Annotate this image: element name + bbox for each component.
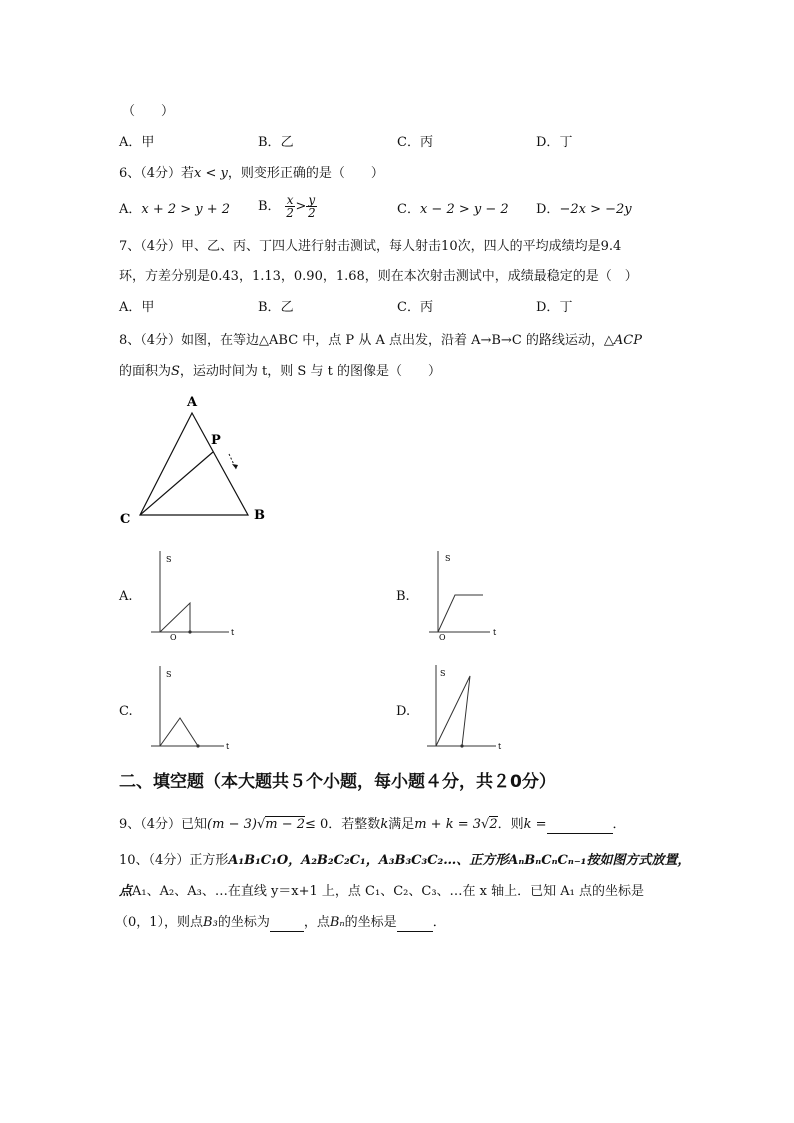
option-label: C． [397,300,420,315]
option-text: x − 2 > y − 2 [419,202,509,217]
q9-tail-k: k = [523,817,547,832]
graph-b-curve [438,595,483,632]
graph-d-t-label: t [498,742,502,751]
option-label: C． [397,202,420,217]
option-label: B． [258,199,281,214]
option-text: 丁 [559,300,573,315]
q10-line2 [119,883,644,901]
fraction-left: $\frac{x}{2}$ [286,193,294,220]
option-label: D． [536,202,560,217]
graph-b-t-label: t [493,628,497,637]
option-text: 乙 [280,135,294,150]
label-c: C [120,512,131,527]
graph-c-point [196,744,199,747]
q10-b3: B₃ [203,915,218,930]
graph-c[interactable] [151,666,230,751]
fraction-right: $\frac{y}{2}$ [307,193,316,220]
gt-sign: > [295,199,307,214]
option-text: 乙 [280,300,294,315]
graph-d-label[interactable]: D. [396,704,411,719]
q8-line1-text: 8、（4分）如图，在等边△ABC 中，点 P 从 A 点出发，沿着 A→B→C 的路线运动，△ [119,333,614,348]
graph-d-s-label: S [440,669,446,678]
q8-line2-a: 的面积为 [119,364,172,379]
q10-answer-blank-1[interactable] [270,917,304,932]
q9-equation: m + k = 3 [414,817,482,832]
graph-b-s-label: S [445,554,451,563]
graph-a-s-label: S [166,555,172,564]
graph-c-s-label: S [166,670,172,679]
graph-a-curve [160,603,190,632]
q7-line1: 7、（4分）甲、乙、丙、丁四人进行射击测试，每人射击10次，四人的平均成绩均是9.4 [119,239,622,254]
graph-d-curve [436,676,470,746]
q5-paren: （ ） [122,104,175,119]
option-text: −2x > −2y [559,202,632,217]
option-label: C． [397,135,420,150]
graph-b-origin-label: O [439,633,446,642]
label-a: A [187,395,198,410]
label-b: B [254,508,265,523]
option-label: D． [536,300,560,315]
q9-stem [119,816,626,834]
graph-b[interactable] [429,551,497,642]
option-label: D． [536,135,560,150]
section-title: 二、填空题（本大题共５个小题，每小题４分，共２0分） [119,772,556,792]
q10-line3-end: 的坐标是 [344,915,397,930]
q10-line1-b: A₁B₁C₁O，A₂B₂C₂C₁，A₃B₃C₃C₂…、正方形AₙBₙCₙCₙ₋₁按如图方式放置， [228,853,691,868]
option-text: 丙 [419,300,433,315]
q9-k: k [380,817,389,832]
q9-radicand: m − 2 [265,817,306,832]
q8-line2-b: ，运动时间为 t，则 S 与 t 的图像是（ ） [179,364,441,379]
label-p: P [211,433,221,448]
q10-line3-mid: 的坐标为 [217,915,270,930]
graph-a[interactable] [151,551,235,642]
graph-d-point [460,744,463,747]
q6-prefix: 6、（4分）若 [119,166,195,181]
graph-d[interactable] [427,665,502,751]
q10-line1 [119,852,690,870]
option-text: 丙 [419,135,433,150]
option-label: A． [119,135,142,150]
option-label: A． [119,202,142,217]
option-label: B． [258,135,281,150]
q9-end: ． [612,817,626,832]
q9-expr1: (m − 3) [207,817,257,832]
q7-line2: 环，方差分别是0.43，1.13，0.90，1.68，则在本次射击测试中，成绩最稳定的是（ ） [119,269,638,284]
q9-sqrt: √m − 2 [256,817,306,832]
q10-line3 [115,914,446,932]
q10-line3-dot: ． [432,915,446,930]
graph-a-t-label: t [231,628,235,637]
q9-answer-blank[interactable] [547,819,613,834]
option-label: B． [258,300,281,315]
graph-a-origin-label: O [170,633,177,642]
option-label: A． [119,300,142,315]
q10-bn: Bₙ [329,915,345,930]
q9-sqrt2: √2 [481,817,498,832]
q10-line2-b: A₁、A₂、A₃、…在直线 y＝x+1 上，点 C₁、C₂、C₃、…在 x 轴上．已知 A₁ 点的坐标是 [132,884,644,899]
q10-line2-a: 点 [119,884,133,899]
option-text: 甲 [141,300,155,315]
graph-b-label[interactable]: B. [396,589,410,604]
graph-c-curve [160,718,198,746]
q10-answer-blank-2[interactable] [397,917,433,932]
option-text: 丁 [559,135,573,150]
q9-sqrt2-radicand: 2 [489,817,498,832]
graph-a-label[interactable]: A. [119,589,133,604]
q8-s: S [171,364,180,379]
option-text: 甲 [141,135,155,150]
graph-c-label[interactable]: C. [119,704,133,719]
q6-suffix: ，则变形正确的是（ ） [227,166,384,181]
q6-condition: x < y [194,166,228,181]
q8-acp: ACP [613,333,642,348]
q9-tail: ．则 [497,817,524,832]
q9-expr2: ≤ 0．若整数 [305,817,381,832]
graph-a-point [188,630,191,633]
q9-prefix: 9、（4分）已知 [119,817,208,832]
q10-line3-a: （0，1），则点 [115,915,204,930]
q9-mid: 满足 [388,817,415,832]
q10-line1-a: 10、（4分）正方形 [119,853,229,868]
graph-c-t-label: t [226,742,230,751]
option-text: x + 2 > y + 2 [141,202,231,217]
q10-line3-c: ，点 [303,915,330,930]
